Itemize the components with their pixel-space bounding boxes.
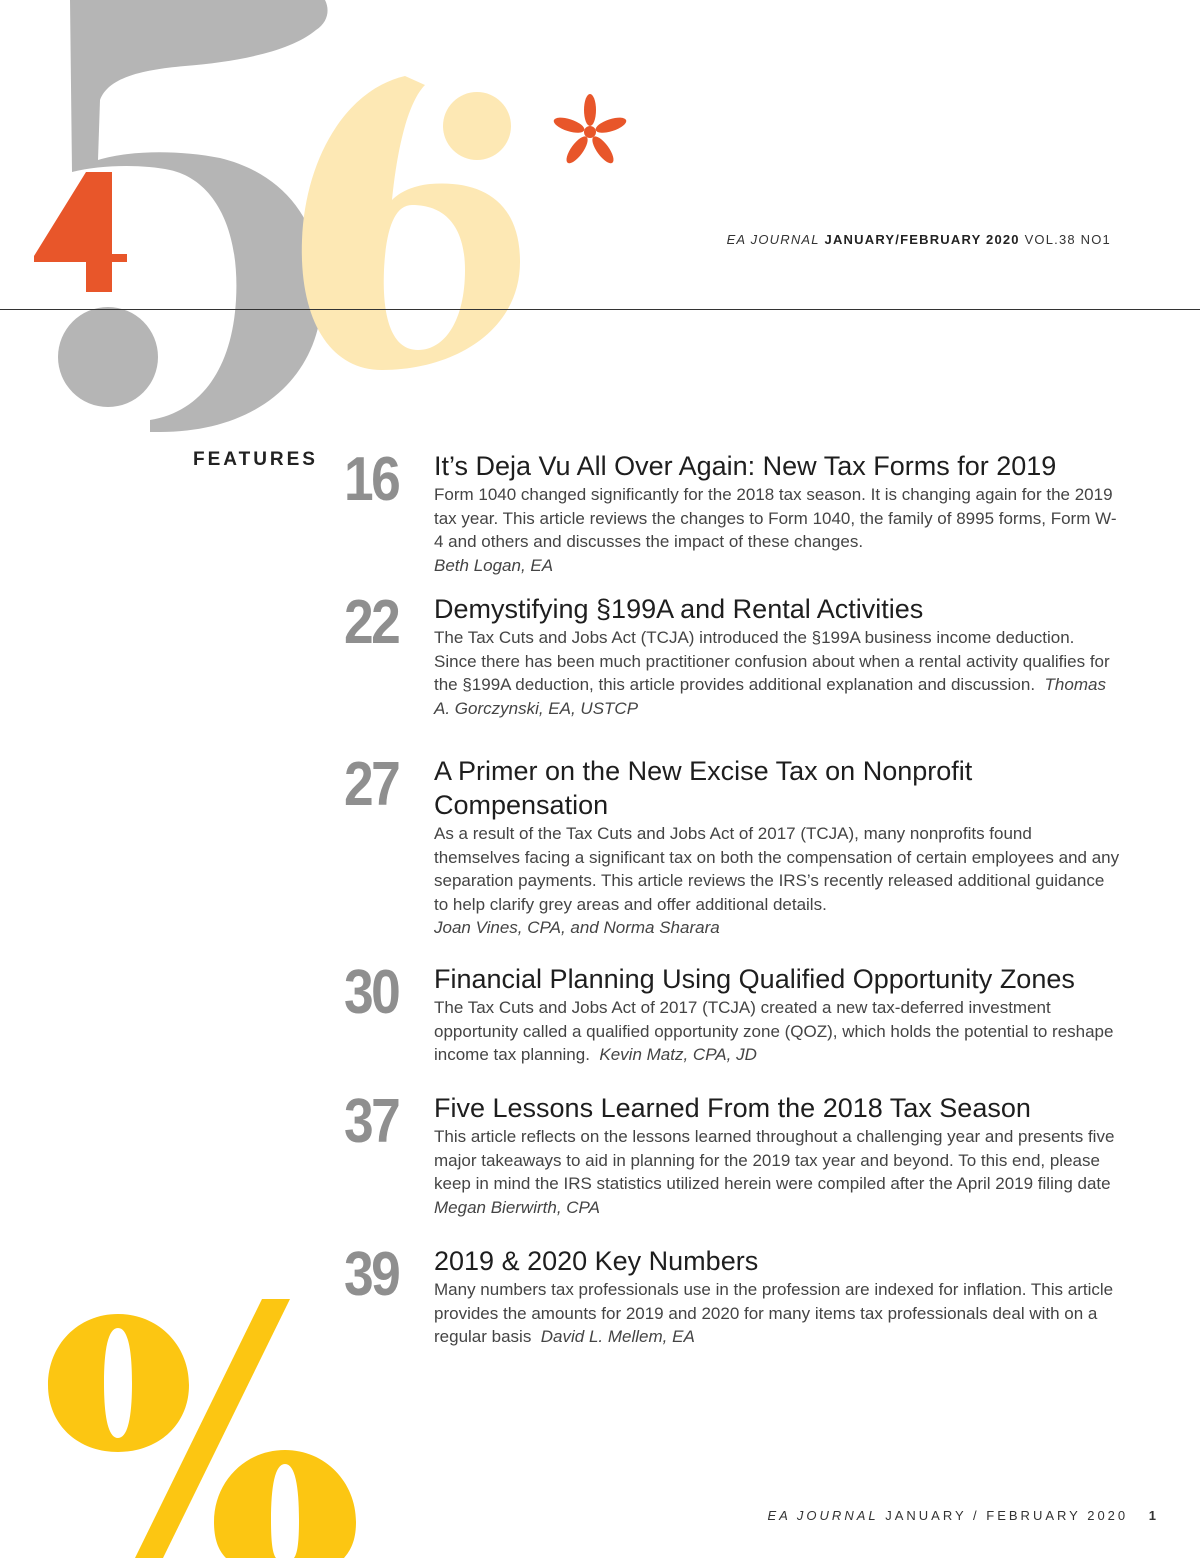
- article-author: Megan Bierwirth, CPA: [434, 1197, 600, 1217]
- article-author: David L. Mellem, EA: [540, 1327, 695, 1347]
- grey-dot-glyph: [58, 307, 158, 407]
- article-summary: The Tax Cuts and Jobs Act (TCJA) introduced the §199A business income deduction. Since there has been much practitioner confusion about when a rental activity qualifies for the §199A deduction, this article provides additional explanation and discussion.: [434, 628, 1110, 695]
- percent-icon: [48, 1299, 356, 1558]
- article-page-number: 16: [344, 445, 399, 514]
- article-body: [434, 962, 1120, 1067]
- article-body: [434, 1091, 1120, 1219]
- article-author: Joan Vines, CPA, and Norma Sharara: [434, 918, 720, 938]
- decorative-percent-graphic: [0, 1290, 360, 1558]
- orange-four-glyph: [34, 172, 127, 292]
- article-page-number: 39: [344, 1240, 399, 1309]
- decorative-digits-graphic: [0, 0, 700, 440]
- article-summary: Many numbers tax professionals use in the profession are indexed for inflation. This article provides the amounts for 2019 and 2020 for many items tax professionals deal with on a regular basis: [434, 1280, 1114, 1347]
- header-divider: [0, 309, 1200, 310]
- masthead: [727, 232, 1111, 247]
- article-page-number: 27: [344, 750, 399, 819]
- article-description: [434, 1125, 1120, 1219]
- article-title[interactable]: A Primer on the New Excise Tax on Nonprofit Compensation: [434, 756, 973, 820]
- article-page-number: 37: [344, 1087, 399, 1156]
- article-description: [434, 1278, 1120, 1349]
- article-summary: As a result of the Tax Cuts and Jobs Act of 2017 (TCJA), many nonprofits found themselves facing a significant tax on both the compensation of certain employees and any separation payments. This article reviews the IRS’s recently released additional guidance to help clarify grey areas and offer additional details.: [434, 824, 1120, 914]
- article-description: [434, 822, 1120, 940]
- article-author: Beth Logan, EA: [434, 555, 554, 575]
- article-description: [434, 626, 1120, 720]
- footer-publication: EA JOURNAL: [767, 1508, 879, 1523]
- article-title[interactable]: 2019 & 2020 Key Numbers: [434, 1246, 759, 1276]
- article-summary: This article reflects on the lessons learned throughout a challenging year and presents five major takeaways to aid in planning for the 2019 tax year and beyond. To this end, please keep in mind the IRS statistics utilized herein were compiled after the April 2019 filing date: [434, 1127, 1115, 1194]
- article-author: Kevin Matz, CPA, JD: [599, 1045, 757, 1065]
- masthead-volume: VOL.38 NO1: [1024, 232, 1111, 247]
- article-title[interactable]: It’s Deja Vu All Over Again: New Tax Forms for 2019: [434, 451, 1057, 481]
- masthead-publication: EA JOURNAL: [726, 232, 820, 247]
- article-description: [434, 996, 1120, 1067]
- article-page-number: 22: [344, 588, 399, 657]
- article-title[interactable]: Five Lessons Learned From the 2018 Tax Season: [434, 1093, 1031, 1123]
- article-description: [434, 483, 1120, 577]
- asterisk-icon: [552, 94, 628, 166]
- footer-issue-date: JANUARY / FEBRUARY 2020: [885, 1508, 1129, 1523]
- article-author: Thomas A. Gorczynski, EA, USTCP: [434, 675, 1106, 718]
- article-title[interactable]: Demystifying §199A and Rental Activities: [434, 594, 924, 624]
- article-summary: Form 1040 changed significantly for the 2018 tax season. It is changing again for the 2019 tax year. This article reviews the changes to Form 1040, the family of 8995 forms, Form W-4 and others and discusses the impact of these changes.: [434, 485, 1117, 552]
- footer-page-number: 1: [1148, 1508, 1156, 1523]
- masthead-issue-date: JANUARY/FEBRUARY 2020: [824, 232, 1020, 247]
- article-page-number: 30: [344, 958, 399, 1027]
- article-body: [434, 449, 1120, 577]
- cream-dot-glyph: [443, 92, 511, 160]
- page-footer: [767, 1508, 1156, 1523]
- article-title[interactable]: Financial Planning Using Qualified Opportunity Zones: [434, 964, 1075, 994]
- section-label: FEATURES: [193, 449, 318, 470]
- article-summary: The Tax Cuts and Jobs Act of 2017 (TCJA) created a new tax-deferred investment opportunity called a qualified opportunity zone (QOZ), which holds the potential to reshape income tax planning.: [434, 998, 1114, 1065]
- article-body: [434, 754, 1120, 940]
- article-body: [434, 592, 1120, 720]
- article-body: [434, 1244, 1120, 1349]
